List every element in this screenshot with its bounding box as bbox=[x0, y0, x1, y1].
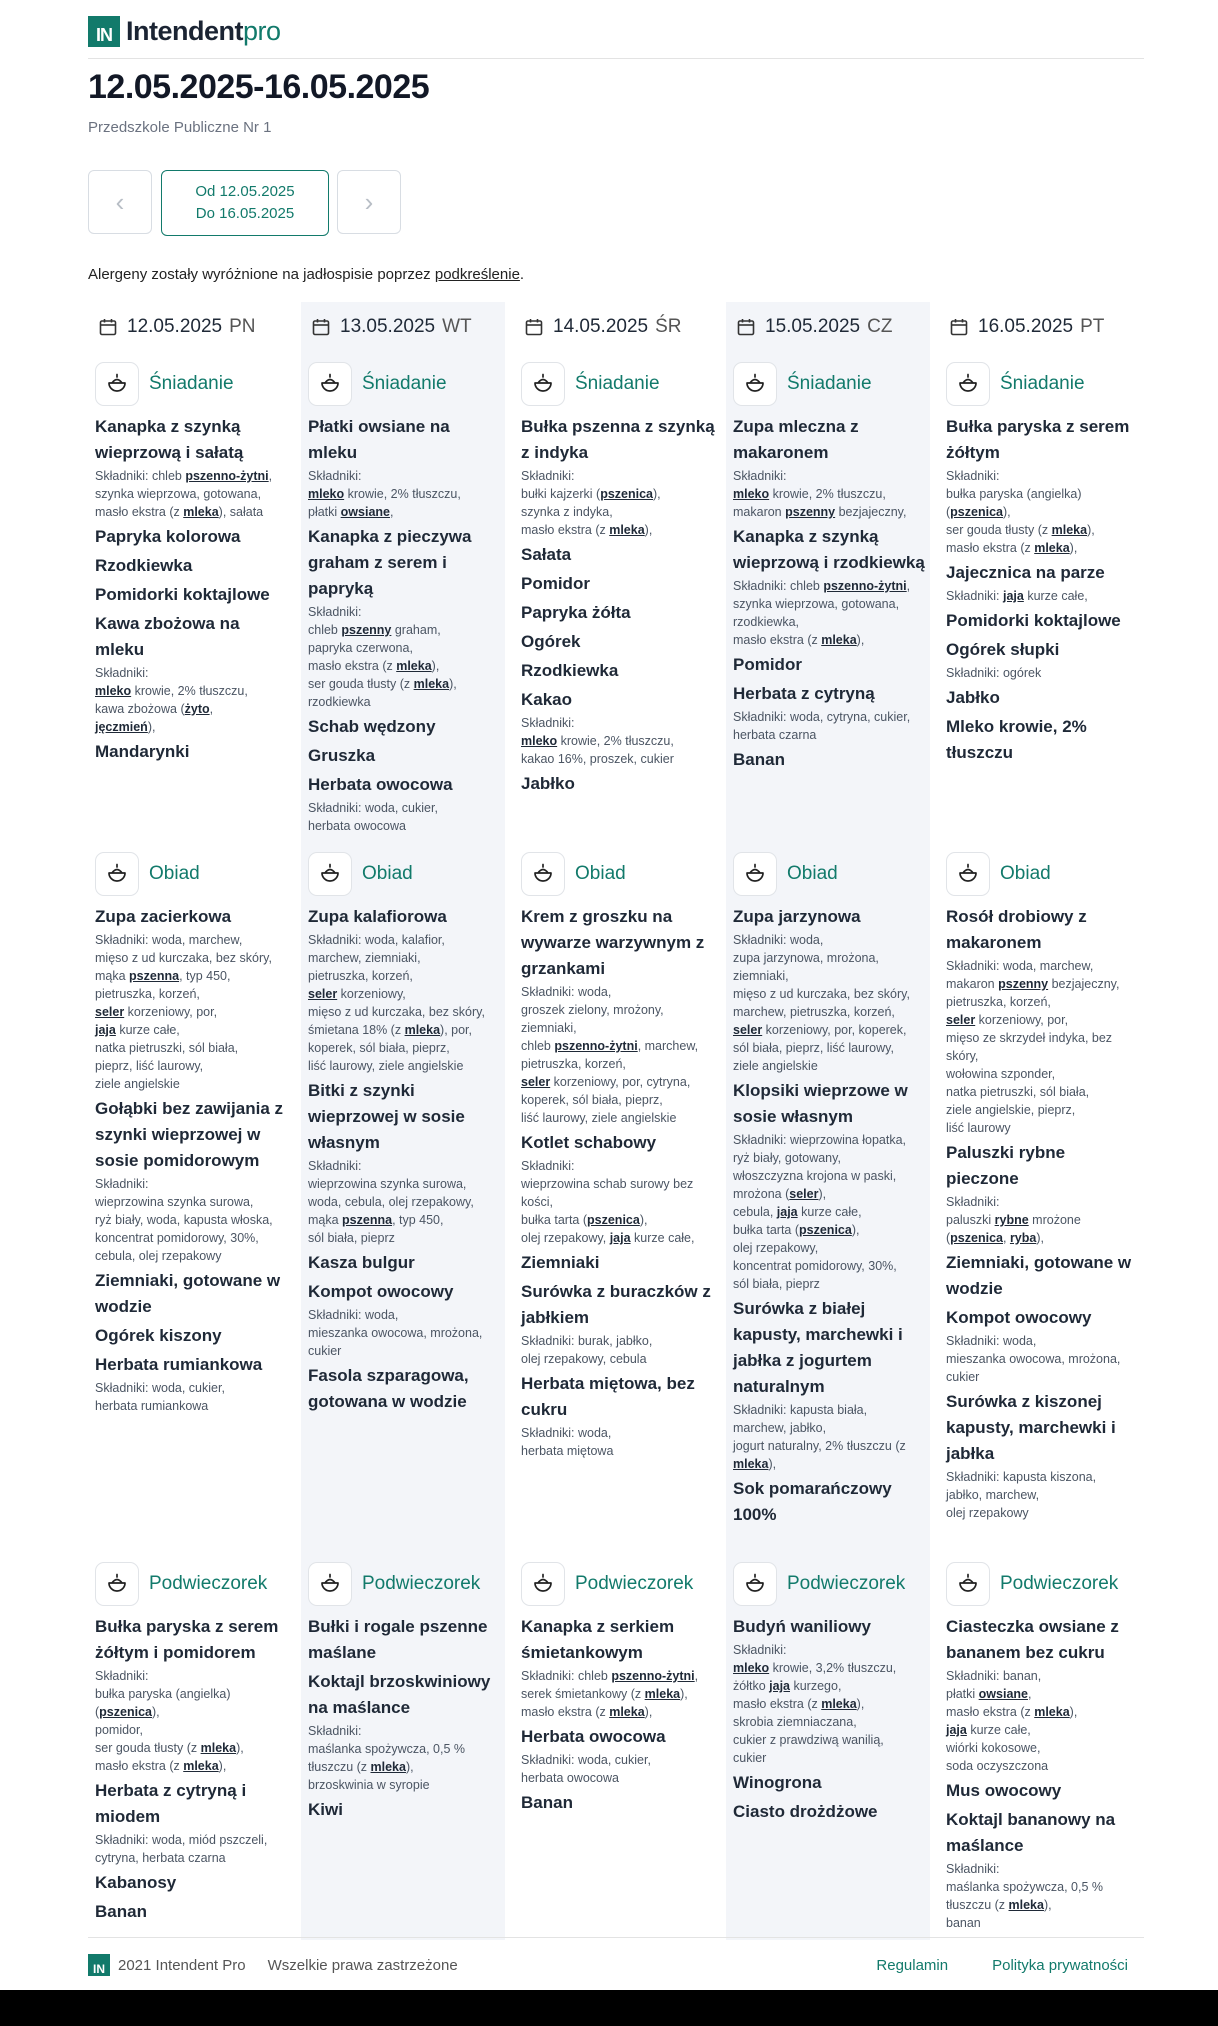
dish-ingredients: Składniki: banan, płatki owsiane, masło ekstra (z mleka), jaja kurze całe, wiórki kokosowe, soda oczyszczona bbox=[946, 1669, 1078, 1773]
meal-header bbox=[733, 852, 927, 896]
dish-name: Klopsiki wieprzowe w sosie własnym bbox=[733, 1081, 908, 1126]
meal-bowl-icon bbox=[308, 852, 352, 896]
meal-header bbox=[733, 1562, 927, 1606]
meal-bowl-icon bbox=[521, 362, 565, 406]
meal-section bbox=[733, 852, 927, 1528]
school-name: Przedszkole Publiczne Nr 1 bbox=[88, 119, 272, 136]
meal-header bbox=[946, 852, 1140, 896]
dish-name: Fasola szparagowa, gotowana w wodzie bbox=[308, 1366, 469, 1411]
day-date: 14.05.2025 bbox=[553, 316, 649, 337]
allergen: mleka bbox=[200, 1741, 237, 1755]
allergen: jaja bbox=[776, 1205, 798, 1219]
day-date: 16.05.2025 bbox=[978, 316, 1074, 337]
allergen-note bbox=[88, 266, 524, 283]
allergen: jaja bbox=[769, 1679, 790, 1693]
dish-name: Ziemniaki, gotowane w wodzie bbox=[946, 1253, 1132, 1298]
rights-text: Wszelkie prawa zastrzeżone bbox=[267, 1956, 458, 1974]
footer-divider bbox=[88, 1937, 1144, 1938]
allergen: jaja bbox=[946, 1723, 967, 1737]
dish-ingredients: Składniki: burak, jabłko, olej rzepakowy, cebula bbox=[521, 1334, 653, 1366]
day-header bbox=[949, 316, 1104, 338]
meal-bowl-icon bbox=[946, 1562, 990, 1606]
dish-name: Zupa mleczna z makaronem bbox=[733, 417, 859, 462]
dish-ingredients: Składniki: mleko krowie, 2% tłuszczu, kakao 16%, proszek, cukier bbox=[521, 716, 674, 766]
allergen: mleka bbox=[370, 1760, 406, 1774]
meal-section bbox=[95, 362, 289, 765]
day-header bbox=[311, 316, 472, 338]
dish-ingredients: Składniki: woda, kalafior, marchew, ziemniaki, pietruszka, korzeń, seler korzeniowy, mięso z ud kurczaka, bez skóry, śmietana 18% (z mleka), por, koperek, sól biała, pieprz, liść laurowy, ziele angielskie bbox=[308, 933, 485, 1073]
calendar-icon bbox=[949, 317, 969, 337]
dish-ingredients: Składniki: chleb pszenny graham, papryka czerwona, masło ekstra (z mleka), ser gouda tłusty (z mleka), rzodkiewka bbox=[308, 605, 457, 709]
dish-ingredients: Składniki: bułka paryska (angielka) (pszenica), ser gouda tłusty (z mleka), masło ekstra (z mleka), bbox=[946, 469, 1095, 555]
allergen: pszenno-żytni bbox=[611, 1669, 695, 1683]
meal-section bbox=[308, 852, 502, 1415]
meal-bowl-icon bbox=[521, 1562, 565, 1606]
allergen: jaja bbox=[95, 1023, 116, 1037]
allergen: pszenny bbox=[785, 505, 836, 519]
allergen: pszenny bbox=[341, 623, 392, 637]
allergen: mleka bbox=[1034, 1705, 1070, 1719]
dish-name: Ogórek kiszony bbox=[95, 1326, 222, 1345]
meal-title: Podwieczorek bbox=[1000, 1573, 1119, 1594]
allergen: seler bbox=[733, 1023, 763, 1037]
allergen: pszenna bbox=[342, 1213, 393, 1227]
dish-name: Herbata owocowa bbox=[308, 775, 453, 794]
dish-ingredients: Składniki: mleko krowie, 3,2% tłuszczu, żółtko jaja kurzego, masło ekstra (z mleka), skrobia ziemniaczana, cukier z prawdziwą wanilią, cukier bbox=[733, 1643, 897, 1765]
allergen: jaja bbox=[609, 1231, 631, 1245]
meal-title: Obiad bbox=[149, 863, 200, 884]
copyright: 2021 Intendent Pro bbox=[118, 1956, 246, 1974]
dish-ingredients: Składniki: kapusta biała, marchew, jabłko, jogurt naturalny, 2% tłuszczu (z mleka), bbox=[733, 1403, 906, 1471]
dish-name: Ciasto drożdżowe bbox=[733, 1802, 878, 1821]
day-header bbox=[98, 316, 256, 338]
allergen: mleka bbox=[1008, 1898, 1044, 1912]
meal-title: Obiad bbox=[575, 863, 626, 884]
allergen: mleko bbox=[733, 487, 770, 501]
logo-name: Intendent bbox=[126, 16, 243, 46]
footer-logo: IN bbox=[88, 1954, 110, 1976]
meal-title: Podwieczorek bbox=[149, 1573, 268, 1594]
dish-name: Rosół drobiowy z makaronem bbox=[946, 907, 1087, 952]
day-date: 15.05.2025 bbox=[765, 316, 861, 337]
dish-name: Winogrona bbox=[733, 1773, 822, 1792]
dish-name: Papryka żółta bbox=[521, 603, 631, 622]
meal-header bbox=[308, 1562, 502, 1606]
dish-name: Ziemniaki, gotowane w wodzie bbox=[95, 1271, 281, 1316]
meal-title: Śniadanie bbox=[787, 373, 872, 394]
dish-name: Kabanosy bbox=[95, 1873, 177, 1892]
dish-ingredients: Składniki: woda, cukier, herbata owocowa bbox=[308, 801, 438, 833]
dish-name: Płatki owsiane na mleku bbox=[308, 417, 450, 462]
dish-name: Kakao bbox=[521, 690, 573, 709]
dish-ingredients: Składniki: woda, marchew, mięso z ud kurczaka, bez skóry, mąka pszenna, typ 450, pietruszka, korzeń, seler korzeniowy, por, jaja kurze całe, natka pietruszki, sól biała, pieprz, liść laurowy, ziele angielskie bbox=[95, 933, 272, 1091]
allergen: mleko bbox=[308, 487, 345, 501]
dish-ingredients: Składniki: maślanka spożywcza, 0,5 % tłuszczu (z mleka), banan bbox=[946, 1862, 1104, 1930]
allergen: mleka bbox=[609, 523, 645, 537]
meal-section bbox=[95, 852, 289, 1415]
allergen: pszenica bbox=[950, 505, 1003, 519]
allergen-note-text: Alergeny zostały wyróżnione na jadłospisie poprzez bbox=[88, 266, 435, 283]
allergen: seler bbox=[789, 1187, 819, 1201]
meal-section bbox=[946, 362, 1140, 766]
dish-name: Kasza bulgur bbox=[308, 1253, 415, 1272]
allergen: mleko bbox=[95, 684, 132, 698]
dish-name: Ciasteczka owsiane z bananem bez cukru bbox=[946, 1617, 1119, 1662]
dish-name: Kawa zbożowa na mleku bbox=[95, 614, 240, 659]
dish-name: Koktajl brzoskwiniowy na maślance bbox=[308, 1672, 491, 1717]
meal-section bbox=[733, 362, 927, 773]
dish-name: Pomidor bbox=[521, 574, 590, 593]
day-of-week: WT bbox=[442, 316, 472, 337]
dish-name: Kompot owocowy bbox=[946, 1308, 1092, 1327]
meal-header bbox=[733, 362, 927, 406]
meal-header bbox=[521, 852, 715, 896]
meal-title: Obiad bbox=[362, 863, 413, 884]
chevron-left-icon: ‹ bbox=[115, 186, 125, 217]
footer bbox=[88, 1953, 1144, 1977]
dish-name: Surówka z kiszonej kapusty, marchewki i jabłka bbox=[946, 1392, 1116, 1463]
dish-name: Jabłko bbox=[946, 688, 1000, 707]
allergen: jaja bbox=[1002, 589, 1024, 603]
logo-suffix: pro bbox=[243, 16, 281, 46]
allergen: rybne bbox=[994, 1213, 1029, 1227]
dish-ingredients: Składniki: jaja kurze całe, bbox=[946, 589, 1088, 603]
dish-name: Bitki z szynki wieprzowej w sosie własnym bbox=[308, 1081, 465, 1152]
allergen: mleka bbox=[821, 633, 857, 647]
dish-ingredients: Składniki: woda, miód pszczeli, cytryna, herbata czarna bbox=[95, 1833, 268, 1865]
dish-ingredients: Składniki: mleko krowie, 2% tłuszczu, kawa zbożowa (żyto, jęczmień), bbox=[95, 666, 248, 734]
dish-ingredients: Składniki: woda, mieszanka owocowa, mrożona, cukier bbox=[308, 1308, 483, 1358]
dish-name: Sok pomarańczowy 100% bbox=[733, 1479, 892, 1524]
dish-ingredients: Składniki: kapusta kiszona, jabłko, marchew, olej rzepakowy bbox=[946, 1470, 1097, 1520]
allergen: owsiane bbox=[978, 1687, 1028, 1701]
dish-ingredients: Składniki: mleko krowie, 2% tłuszczu, makaron pszenny bezjajeczny, bbox=[733, 469, 907, 519]
allergen-note-suffix: . bbox=[519, 266, 525, 283]
dish-name: Zupa jarzynowa bbox=[733, 907, 861, 926]
meal-bowl-icon bbox=[308, 1562, 352, 1606]
meal-title: Śniadanie bbox=[362, 373, 447, 394]
dish-ingredients: Składniki: wieprzowina szynka surowa, ryż biały, woda, kapusta włoska, koncentrat pomidorowy, 30%, cebula, olej rzepakowy bbox=[95, 1177, 273, 1263]
dish-name: Mleko krowie, 2% tłuszczu bbox=[946, 717, 1087, 762]
allergen: mleka bbox=[1034, 541, 1070, 555]
allergen: mleko bbox=[733, 1661, 770, 1675]
dish-ingredients: Składniki: woda, cukier, herbata owocowa bbox=[521, 1753, 651, 1785]
dish-name: Banan bbox=[95, 1902, 147, 1921]
meal-bowl-icon bbox=[308, 362, 352, 406]
logo[interactable] bbox=[88, 16, 1144, 47]
dish-name: Ogórek słupki bbox=[946, 640, 1060, 659]
allergen: seler bbox=[946, 1013, 976, 1027]
allergen: mleka bbox=[396, 659, 432, 673]
allergen: pszenno-żytni bbox=[823, 579, 907, 593]
dish-name: Jabłko bbox=[521, 774, 575, 793]
dish-ingredients: Składniki: paluszki rybne mrożone (pszenica, ryba), bbox=[946, 1195, 1081, 1245]
dish-name: Herbata rumiankowa bbox=[95, 1355, 263, 1374]
dish-name: Surówka z buraczków z jabłkiem bbox=[521, 1282, 711, 1327]
meal-bowl-icon bbox=[95, 362, 139, 406]
dish-name: Bułka paryska z serem żółtym i pomidorem bbox=[95, 1617, 279, 1662]
dish-name: Papryka kolorowa bbox=[95, 527, 241, 546]
next-week-button[interactable] bbox=[337, 170, 401, 234]
calendar-icon bbox=[311, 317, 331, 337]
privacy-link[interactable]: Polityka prywatności bbox=[992, 1956, 1128, 1974]
dish-ingredients: Składniki: mleko krowie, 2% tłuszczu, płatki owsiane, bbox=[308, 469, 461, 519]
previous-week-button[interactable] bbox=[88, 170, 152, 234]
allergen: pszenno-żytni bbox=[554, 1039, 638, 1053]
date-to: Do 16.05.2025 bbox=[195, 205, 295, 222]
dish-name: Kanapka z szynką wieprzową i rzodkiewką bbox=[733, 527, 925, 572]
allergen: mleka bbox=[821, 1697, 857, 1711]
meal-title: Śniadanie bbox=[149, 373, 234, 394]
allergen: pszenno-żytni bbox=[185, 469, 269, 483]
meal-bowl-icon bbox=[946, 362, 990, 406]
meal-header bbox=[308, 362, 502, 406]
dish-ingredients: Składniki: chleb pszenno-żytni, szynka wieprzowa, gotowana, masło ekstra (z mleka), sałata bbox=[95, 469, 273, 519]
dish-name: Pomidor bbox=[733, 655, 802, 674]
dish-name: Rzodkiewka bbox=[95, 556, 193, 575]
calendar-icon bbox=[98, 317, 118, 337]
dish-name: Pomidorki koktajlowe bbox=[946, 611, 1121, 630]
header bbox=[88, 16, 1144, 59]
allergen: pszenny bbox=[998, 977, 1049, 991]
meal-section bbox=[95, 1562, 289, 1925]
allergen: jęczmień bbox=[95, 720, 148, 734]
day-of-week: PN bbox=[229, 316, 256, 337]
dish-ingredients: Składniki: woda, marchew, makaron pszenny bezjajeczny, pietruszka, korzeń, seler korzeniowy, por, mięso ze skrzydeł indyka, bez skóry, wołowina szponder, natka pietruszki, sól biała, ziele angielskie, pieprz, liść laurowy bbox=[946, 959, 1120, 1135]
date-range-selector[interactable] bbox=[161, 170, 329, 236]
dish-ingredients: Składniki: woda, groszek zielony, mrożony, ziemniaki, chleb pszenno-żytni, marchew, pietruszka, korzeń, seler korzeniowy, por, cytryna, koperek, sól biała, pieprz, liść laurowy, ziele angielskie bbox=[521, 985, 699, 1125]
day-header bbox=[736, 316, 892, 338]
dish-ingredients: Składniki: wieprzowina szynka surowa, woda, cebula, olej rzepakowy, mąka pszenna, typ 450, sól biała, pieprz bbox=[308, 1159, 474, 1245]
dish-ingredients: Składniki: chleb pszenno-żytni, szynka wieprzowa, gotowana, rzodkiewka, masło ekstra (z mleka), bbox=[733, 579, 911, 647]
dish-name: Kanapka z szynką wieprzową i sałatą bbox=[95, 417, 244, 462]
page-title: 12.05.2025-16.05.2025 bbox=[88, 68, 430, 106]
allergen: pszenica bbox=[99, 1705, 152, 1719]
allergen: mleka bbox=[404, 1023, 441, 1037]
dish-ingredients: Składniki: woda, cukier, herbata rumiankowa bbox=[95, 1381, 225, 1413]
meal-title: Obiad bbox=[1000, 863, 1051, 884]
dish-name: Zupa kalafiorowa bbox=[308, 907, 447, 926]
meal-bowl-icon bbox=[95, 1562, 139, 1606]
meal-title: Śniadanie bbox=[575, 373, 660, 394]
meal-header bbox=[95, 1562, 289, 1606]
meal-title: Podwieczorek bbox=[787, 1573, 906, 1594]
dish-name: Banan bbox=[521, 1793, 573, 1812]
bottom-bar bbox=[0, 1990, 1218, 2026]
allergen: pszenica bbox=[587, 1213, 640, 1227]
meal-section bbox=[521, 852, 715, 1460]
allergen: pszenica bbox=[600, 487, 653, 501]
dish-name: Koktajl bananowy na maślance bbox=[946, 1810, 1116, 1855]
dish-name: Schab wędzony bbox=[308, 717, 436, 736]
allergen-note-underlined: podkreślenie bbox=[434, 266, 520, 283]
logo-text bbox=[126, 16, 281, 47]
dish-ingredients: Składniki: bułki kajzerki (pszenica), szynka z indyka, masło ekstra (z mleka), bbox=[521, 469, 661, 537]
meal-section bbox=[946, 852, 1140, 1522]
meal-section bbox=[308, 362, 502, 835]
dish-name: Bułka paryska z serem żółtym bbox=[946, 417, 1130, 462]
dish-name: Ziemniaki bbox=[521, 1253, 600, 1272]
dish-ingredients: Składniki: woda, cytryna, cukier, herbata czarna bbox=[733, 710, 911, 742]
meal-section bbox=[308, 1562, 502, 1823]
allergen: mleko bbox=[521, 734, 558, 748]
allergen: mleka bbox=[183, 1759, 219, 1773]
allergen: owsiane bbox=[340, 505, 390, 519]
meal-header bbox=[308, 852, 502, 896]
dish-name: Gruszka bbox=[308, 746, 376, 765]
calendar-icon bbox=[524, 317, 544, 337]
allergen: mleka bbox=[413, 677, 450, 691]
dish-name: Sałata bbox=[521, 545, 572, 564]
dish-name: Bułki i rogale pszenne maślane bbox=[308, 1617, 488, 1662]
meal-bowl-icon bbox=[733, 362, 777, 406]
dish-ingredients: Składniki: woda, mieszanka owocowa, mrożona, cukier bbox=[946, 1334, 1121, 1384]
meal-title: Podwieczorek bbox=[362, 1573, 481, 1594]
dish-name: Banan bbox=[733, 750, 785, 769]
meal-section bbox=[521, 1562, 715, 1816]
dish-name: Rzodkiewka bbox=[521, 661, 619, 680]
allergen: pszenica bbox=[950, 1231, 1003, 1245]
allergen: żyto bbox=[184, 702, 210, 716]
meal-bowl-icon bbox=[521, 852, 565, 896]
calendar-icon bbox=[736, 317, 756, 337]
meal-bowl-icon bbox=[946, 852, 990, 896]
day-date: 12.05.2025 bbox=[127, 316, 223, 337]
day-header bbox=[524, 316, 682, 338]
dish-name: Herbata z cytryną i miodem bbox=[95, 1781, 247, 1826]
meal-header bbox=[95, 852, 289, 896]
chevron-right-icon: › bbox=[364, 186, 374, 217]
allergen: seler bbox=[521, 1075, 551, 1089]
allergen: pszenica bbox=[799, 1223, 852, 1237]
meal-section bbox=[521, 362, 715, 797]
meal-bowl-icon bbox=[95, 852, 139, 896]
allergen: mleka bbox=[183, 505, 219, 519]
dish-name: Herbata z cytryną bbox=[733, 684, 875, 703]
dish-ingredients: Składniki: wieprzowina łopatka, ryż biały, gotowany, włoszczyzna krojona w paski, mrożona (seler), cebula, jaja kurze całe, bułka tarta (pszenica), olej rzepakowy, koncentrat pomidorowy, 30%, sól biała, pieprz bbox=[733, 1133, 907, 1291]
dish-name: Jajecznica na parze bbox=[946, 563, 1105, 582]
allergen: mleka bbox=[644, 1687, 681, 1701]
meal-header bbox=[95, 362, 289, 406]
dish-name: Krem z groszku na wywarze warzywnym z grzankami bbox=[521, 907, 705, 978]
allergen: seler bbox=[308, 987, 338, 1001]
day-of-week: CZ bbox=[867, 316, 893, 337]
dish-ingredients: Składniki: bułka paryska (angielka) (pszenica), pomidor, ser gouda tłusty (z mleka), masło ekstra (z mleka), bbox=[95, 1669, 244, 1773]
dish-name: Gołąbki bez zawijania z szynki wieprzowej w sosie pomidorowym bbox=[95, 1099, 283, 1170]
meal-header bbox=[521, 1562, 715, 1606]
meal-section bbox=[733, 1562, 927, 1825]
meal-section bbox=[946, 1562, 1140, 1932]
allergen: mleka bbox=[733, 1457, 769, 1471]
meal-bowl-icon bbox=[733, 1562, 777, 1606]
meal-title: Obiad bbox=[787, 863, 838, 884]
meal-title: Śniadanie bbox=[1000, 373, 1085, 394]
day-of-week: PT bbox=[1080, 316, 1105, 337]
terms-link[interactable]: Regulamin bbox=[876, 1956, 949, 1974]
dish-name: Herbata miętowa, bez cukru bbox=[521, 1374, 695, 1419]
dish-ingredients: Składniki: wieprzowina schab surowy bez kości, bułka tarta (pszenica), olej rzepakowy, jaja kurze całe, bbox=[521, 1159, 695, 1245]
meal-header bbox=[946, 1562, 1140, 1606]
dish-name: Paluszki rybne pieczone bbox=[946, 1143, 1066, 1188]
logo-mark: IN bbox=[88, 16, 120, 47]
dish-ingredients: Składniki: chleb pszenno-żytni, serek śmietankowy (z mleka), masło ekstra (z mleka), bbox=[521, 1669, 699, 1719]
dish-name: Kotlet schabowy bbox=[521, 1133, 657, 1152]
dish-name: Zupa zacierkowa bbox=[95, 907, 232, 926]
day-date: 13.05.2025 bbox=[340, 316, 436, 337]
allergen: ryba bbox=[1009, 1231, 1037, 1245]
dish-ingredients: Składniki: ogórek bbox=[946, 666, 1042, 680]
allergen: pszenna bbox=[129, 969, 180, 983]
dish-name: Kompot owocowy bbox=[308, 1282, 454, 1301]
dish-name: Mandarynki bbox=[95, 742, 190, 761]
dish-name: Pomidorki koktajlowe bbox=[95, 585, 270, 604]
day-of-week: ŚR bbox=[655, 316, 682, 337]
dish-ingredients: Składniki: woda, herbata miętowa bbox=[521, 1426, 614, 1458]
allergen: mleka bbox=[609, 1705, 645, 1719]
dish-name: Bułka pszenna z szynką z indyka bbox=[521, 417, 715, 462]
allergen: mleka bbox=[1051, 523, 1088, 537]
meal-bowl-icon bbox=[733, 852, 777, 896]
dish-name: Mus owocowy bbox=[946, 1781, 1062, 1800]
meal-header bbox=[521, 362, 715, 406]
dish-name: Kanapka z serkiem śmietankowym bbox=[521, 1617, 675, 1662]
dish-name: Kiwi bbox=[308, 1800, 343, 1819]
meal-title: Podwieczorek bbox=[575, 1573, 694, 1594]
dish-name: Ogórek bbox=[521, 632, 581, 651]
dish-name: Herbata owocowa bbox=[521, 1727, 666, 1746]
dish-name: Surówka z białej kapusty, marchewki i jabłka z jogurtem naturalnym bbox=[733, 1299, 903, 1396]
date-from: Od 12.05.2025 bbox=[195, 183, 295, 200]
allergen: seler bbox=[95, 1005, 125, 1019]
dish-name: Kanapka z pieczywa graham z serem i papryką bbox=[308, 527, 472, 598]
dish-name: Budyń waniliowy bbox=[733, 1617, 871, 1636]
meal-header bbox=[946, 362, 1140, 406]
dish-ingredients: Składniki: woda, zupa jarzynowa, mrożona, ziemniaki, mięso z ud kurczaka, bez skóry, marchew, pietruszka, korzeń, seler korzeniowy, por, koperek, sól biała, pieprz, liść laurowy, ziele angielskie bbox=[733, 933, 910, 1073]
dish-ingredients: Składniki: maślanka spożywcza, 0,5 % tłuszczu (z mleka), brzoskwinia w syropie bbox=[308, 1724, 466, 1792]
